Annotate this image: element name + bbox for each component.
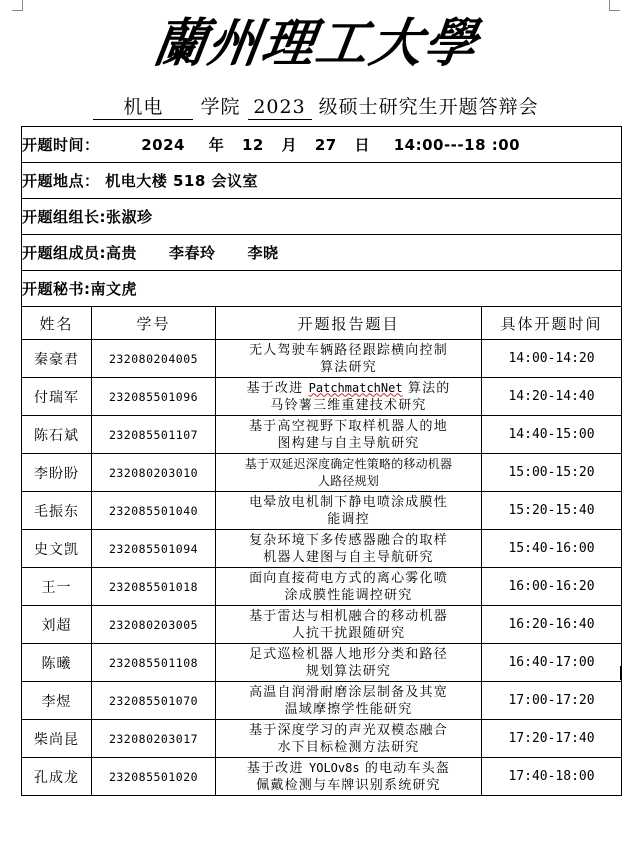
student-name: 李煜 [22, 682, 92, 720]
time-slot: 14:20-14:40 [482, 378, 622, 416]
table-row [22, 454, 622, 492]
table-row [22, 340, 622, 378]
time-slot: 14:00-14:20 [482, 340, 622, 378]
column-header-name: 姓名 [22, 307, 92, 340]
student-name: 孔成龙 [22, 758, 92, 796]
time-slot: 14:40-15:00 [482, 416, 622, 454]
student-name: 陈曦 [22, 644, 92, 682]
time-slot: 15:00-15:20 [482, 454, 622, 492]
table-row [22, 682, 622, 720]
time-slot: 17:20-17:40 [482, 720, 622, 758]
report-title: 足式巡检机器人地形分类和路径 规划算法研究 [216, 644, 482, 682]
defense-schedule-table [21, 126, 622, 796]
document-heading [0, 90, 632, 124]
report-title: 无人驾驶车辆路径跟踪横向控制 算法研究 [216, 340, 482, 378]
info-row-members [22, 235, 622, 271]
time-slot: 15:40-16:00 [482, 530, 622, 568]
report-title: 复杂环境下多传感器融合的取样 机器人建图与自主导航研究 [216, 530, 482, 568]
student-name: 陈石斌 [22, 416, 92, 454]
spellcheck-underlined-term: PatchmatchNet [308, 380, 403, 395]
report-title: 基于双延迟深度确定性策略的移动机器 人路径规划 [216, 454, 482, 492]
student-name: 付瑞军 [22, 378, 92, 416]
student-id: 232085501040 [92, 492, 216, 530]
info-row-time [22, 127, 622, 163]
group-member: 高贵 [106, 244, 138, 262]
info-row-secretary [22, 271, 622, 307]
student-name: 柴尚昆 [22, 720, 92, 758]
student-id: 232080203017 [92, 720, 216, 758]
secretary-label: 开题秘书: [22, 280, 91, 298]
table-row [22, 758, 622, 796]
student-id: 232085501108 [92, 644, 216, 682]
time-slot: 16:20-16:40 [482, 606, 622, 644]
report-title: 基于改进 YOLOv8s 的电动车头盔 佩戴检测与车牌识别系统研究 [216, 758, 482, 796]
report-title: 电晕放电机制下静电喷涂成膜性 能调控 [216, 492, 482, 530]
time-slot: 17:40-18:00 [482, 758, 622, 796]
college-name: 机电 [93, 95, 193, 120]
defense-day-unit: 日 [354, 136, 370, 154]
student-name: 毛振东 [22, 492, 92, 530]
table-row [22, 720, 622, 758]
secretary: 南文虎 [90, 280, 138, 298]
cohort-year: 2023 [248, 95, 312, 120]
table-row [22, 378, 622, 416]
defense-month-unit: 月 [281, 136, 298, 154]
defense-time-range: 14:00---18 :00 [393, 136, 521, 154]
table-row [22, 492, 622, 530]
table-row [22, 568, 622, 606]
column-header-title: 开题报告题目 [216, 307, 482, 340]
column-header-id: 学号 [92, 307, 216, 340]
time-slot: 17:00-17:20 [482, 682, 622, 720]
table-row [22, 530, 622, 568]
student-name: 秦豪君 [22, 340, 92, 378]
student-id: 232080203005 [92, 606, 216, 644]
defense-year: 2024 [141, 136, 185, 154]
group-member: 李春玲 [169, 244, 216, 262]
defense-time-label: 开题时间： [22, 136, 100, 154]
defense-month: 12 [241, 136, 264, 154]
college-suffix: 学院 [200, 96, 241, 118]
student-id: 232085501020 [92, 758, 216, 796]
table-row [22, 416, 622, 454]
defense-year-unit: 年 [208, 136, 225, 154]
defense-place: 机电大楼 518 会议室 [105, 172, 259, 190]
report-title: 基于雷达与相机融合的移动机器 人抗干扰跟随研究 [216, 606, 482, 644]
student-id: 232085501107 [92, 416, 216, 454]
student-name: 李盼盼 [22, 454, 92, 492]
report-title: 高温自润滑耐磨涂层制备及其宽 温域摩擦学性能研究 [216, 682, 482, 720]
group-leader: 张淑珍 [106, 208, 153, 226]
info-row-leader [22, 199, 622, 235]
student-id: 232085501070 [92, 682, 216, 720]
defense-day: 27 [314, 136, 337, 154]
report-title: 基于高空视野下取样机器人的地 图构建与自主导航研究 [216, 416, 482, 454]
report-title: 基于改进 PatchmatchNet 算法的 马铃薯三维重建技术研究 [216, 378, 482, 416]
time-slot: 16:00-16:20 [482, 568, 622, 606]
table-header-row [22, 307, 622, 340]
student-id: 232085501018 [92, 568, 216, 606]
column-header-time: 具体开题时间 [482, 307, 622, 340]
heading-title: 级硕士研究生开题答辩会 [318, 96, 539, 118]
group-members-label: 开题组成员: [22, 244, 106, 262]
student-id: 232085501094 [92, 530, 216, 568]
student-name: 王一 [22, 568, 92, 606]
group-member: 李晓 [247, 244, 279, 262]
info-row-place [22, 163, 622, 199]
report-title: 基于深度学习的声光双模态融合 水下目标检测方法研究 [216, 720, 482, 758]
text-cursor [620, 666, 622, 680]
defense-time-cell [22, 127, 622, 163]
defense-place-label: 开题地点： [22, 172, 100, 190]
student-name: 刘超 [22, 606, 92, 644]
student-id: 232085501096 [92, 378, 216, 416]
student-id: 232080203010 [92, 454, 216, 492]
university-logo: 蘭州理工大學 [149, 13, 483, 74]
time-slot: 16:40-17:00 [482, 644, 622, 682]
student-id: 232080204005 [92, 340, 216, 378]
report-title: 面向直接荷电方式的离心雾化喷 涂成膜性能调控研究 [216, 568, 482, 606]
group-leader-label: 开题组组长: [22, 208, 106, 226]
table-row [22, 644, 622, 682]
time-slot: 15:20-15:40 [482, 492, 622, 530]
table-row [22, 606, 622, 644]
student-name: 史文凯 [22, 530, 92, 568]
